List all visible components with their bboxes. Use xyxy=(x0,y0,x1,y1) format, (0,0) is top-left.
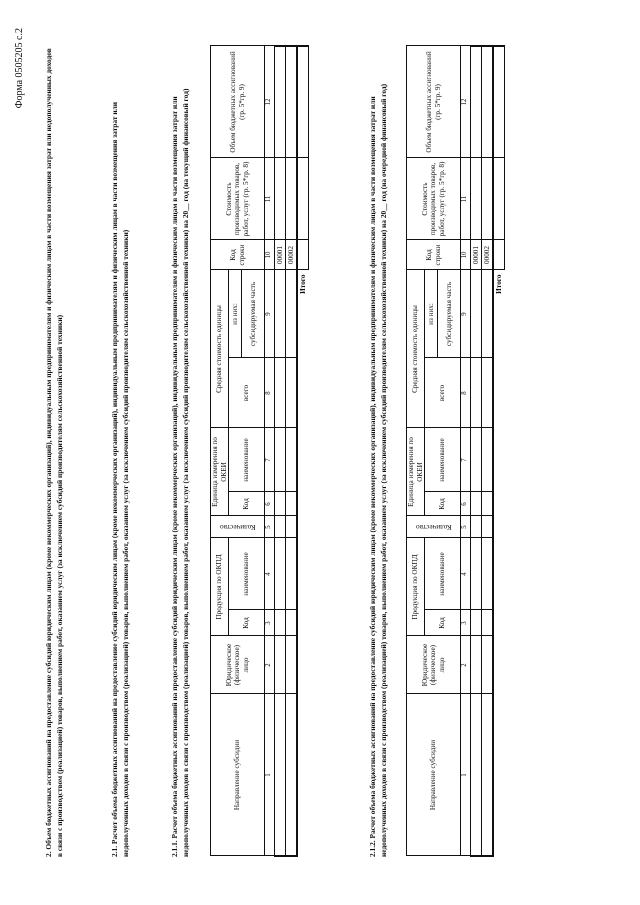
col-number: 4 xyxy=(265,538,275,610)
col-number: 7 xyxy=(265,428,275,492)
cell[interactable] xyxy=(286,428,298,492)
cell[interactable] xyxy=(286,158,298,240)
cell[interactable] xyxy=(482,158,494,240)
table-row xyxy=(471,46,482,856)
col-number: 11 xyxy=(265,158,275,240)
cell[interactable] xyxy=(275,694,286,856)
cell[interactable] xyxy=(471,428,482,492)
header-okpd-name: наименование xyxy=(425,538,461,610)
cell[interactable] xyxy=(471,516,482,538)
section-2-1-heading: 2.1. Расчет объема бюджетных ассигнований на предоставление субсидий юридическим лицам (кроме некоммерческих организаций), индивидуальным предпринимателям и физическим лицам в части возмещения затрат или недополученных доходов в связи с производством (реализацией) товаров, выполнением работ, оказанием услуг (за исключением субсидий производителям сельскохозяйственной техники) xyxy=(110,101,130,857)
total-budget-cell[interactable] xyxy=(297,46,309,158)
cell[interactable] xyxy=(471,538,482,610)
cell[interactable] xyxy=(275,270,286,358)
cell[interactable] xyxy=(275,516,286,538)
header-line-code: Код строки xyxy=(407,240,461,270)
cell[interactable] xyxy=(471,694,482,856)
header-quantity: Количество xyxy=(407,516,461,538)
header-of-which: из них: xyxy=(425,270,438,358)
header-avg-cost: Средняя стоимость единицы xyxy=(211,270,229,428)
header-legal-entity: Юридическое (физическое) лицо xyxy=(211,636,265,694)
total-label: Итого xyxy=(299,274,307,294)
header-avg-total: всего xyxy=(425,358,461,428)
cell[interactable] xyxy=(286,636,298,694)
header-direction: Направление субсидии xyxy=(407,694,461,856)
cell[interactable] xyxy=(286,610,298,636)
table-row xyxy=(275,46,286,856)
header-of-which: из них: xyxy=(229,270,242,358)
total-code-cell xyxy=(493,240,505,270)
header-cost-goods: Стоимость производимых товаров, работ, услуг (гр. 5*гр. 8) xyxy=(407,158,461,240)
cell[interactable] xyxy=(471,46,482,158)
cell[interactable] xyxy=(471,358,482,428)
cell[interactable] xyxy=(275,358,286,428)
row-code: 00001 xyxy=(471,240,482,270)
header-okei-code: Код xyxy=(425,492,461,516)
row-code: 00002 xyxy=(286,240,298,270)
col-number: 1 xyxy=(461,694,471,856)
col-number: 2 xyxy=(265,636,275,694)
cell[interactable] xyxy=(482,358,494,428)
col-number: 6 xyxy=(265,492,275,516)
cell[interactable] xyxy=(275,428,286,492)
header-unit-okei: Единица измерения по ОКЕИ xyxy=(407,428,425,516)
header-subsidized-part: субсидируемая часть xyxy=(438,270,461,358)
cell[interactable] xyxy=(286,270,298,358)
cell[interactable] xyxy=(482,428,494,492)
table-row xyxy=(482,46,494,856)
header-okei-name: наименование xyxy=(229,428,265,492)
col-number: 12 xyxy=(461,46,471,158)
header-okpd-name: наименование xyxy=(229,538,265,610)
table-row xyxy=(286,46,298,856)
calculation-table-current-year xyxy=(210,45,309,857)
header-product-okpd: Продукция по ОКПД xyxy=(211,538,229,636)
col-number: 2 xyxy=(461,636,471,694)
cell[interactable] xyxy=(286,492,298,516)
col-number: 7 xyxy=(461,428,471,492)
header-direction: Направление субсидии xyxy=(211,694,265,856)
col-number: 11 xyxy=(461,158,471,240)
header-product-okpd: Продукция по ОКПД xyxy=(407,538,425,636)
header-cost-goods: Стоимость производимых товаров, работ, услуг (гр. 5*гр. 8) xyxy=(211,158,265,240)
col-number: 1 xyxy=(265,694,275,856)
cell[interactable] xyxy=(471,158,482,240)
cell[interactable] xyxy=(482,270,494,358)
cell[interactable] xyxy=(286,46,298,158)
col-number: 3 xyxy=(265,610,275,636)
col-number: 8 xyxy=(461,358,471,428)
total-cost-cell[interactable] xyxy=(297,158,309,240)
cell[interactable] xyxy=(275,46,286,158)
total-code-cell xyxy=(297,240,309,270)
col-number: 3 xyxy=(461,610,471,636)
cell[interactable] xyxy=(286,516,298,538)
cell[interactable] xyxy=(482,492,494,516)
col-number: 12 xyxy=(265,46,275,158)
col-number: 6 xyxy=(461,492,471,516)
header-budget-volume: Объем бюджетных ассигнований (гр. 5*гр. 9) xyxy=(211,46,265,158)
cell[interactable] xyxy=(482,694,494,856)
cell[interactable] xyxy=(482,636,494,694)
col-number: 4 xyxy=(461,538,471,610)
header-avg-cost: Средняя стоимость единицы xyxy=(407,270,425,428)
cell[interactable] xyxy=(471,636,482,694)
header-okpd-code: Код xyxy=(229,610,265,636)
cell[interactable] xyxy=(482,538,494,610)
cell[interactable] xyxy=(286,694,298,856)
cell[interactable] xyxy=(471,492,482,516)
cell[interactable] xyxy=(482,46,494,158)
cell[interactable] xyxy=(482,516,494,538)
col-number: 5 xyxy=(265,516,275,538)
total-label: Итого xyxy=(495,274,503,294)
row-code: 00002 xyxy=(482,240,494,270)
cell[interactable] xyxy=(471,270,482,358)
col-number: 10 xyxy=(265,240,275,270)
header-legal-entity: Юридическое (физическое) лицо xyxy=(407,636,461,694)
cell[interactable] xyxy=(275,158,286,240)
calculation-table-next-year xyxy=(406,45,505,857)
form-number: Форма 0505205 с.2 xyxy=(14,28,25,109)
col-number: 8 xyxy=(265,358,275,428)
cell[interactable] xyxy=(471,610,482,636)
total-budget-cell[interactable] xyxy=(493,46,505,158)
header-budget-volume: Объем бюджетных ассигнований (гр. 5*гр. 9) xyxy=(407,46,461,158)
total-cost-cell[interactable] xyxy=(493,158,505,240)
col-number: 10 xyxy=(461,240,471,270)
header-quantity: Количество xyxy=(211,516,265,538)
cell[interactable] xyxy=(275,492,286,516)
header-okei-code: Код xyxy=(229,492,265,516)
col-number: 9 xyxy=(461,270,471,358)
col-number: 5 xyxy=(461,516,471,538)
header-okei-name: наименование xyxy=(425,428,461,492)
cell[interactable] xyxy=(275,636,286,694)
header-okpd-code: Код xyxy=(425,610,461,636)
cell[interactable] xyxy=(275,610,286,636)
header-line-code: Код строки xyxy=(211,240,265,270)
section-2-1-1-heading: 2.1.1. Расчет объема бюджетных ассигнований на предоставление субсидий юридическим лицам (кроме некоммерческих организаций), индивидуальным предпринимателям и физическим лицам в части возмещения затрат или недополученных доходов в связи с производством (реализацией) товаров, выполнением работ, оказанием услуг (за исключением субсидий производителям сельскохозяйственной техники) на 20__ год (на текущий финансовый год) xyxy=(170,88,190,857)
header-subsidized-part: субсидируемая часть xyxy=(242,270,265,358)
cell[interactable] xyxy=(275,538,286,610)
section-2-heading: 2. Объем бюджетных ассигнований на предоставление субсидий юридическим лицам (кроме некоммерческих организаций), индивидуальным предпринимателям и физическим лицам в части возмещения затрат или недополученных доходов в связи с производством (реализацией) товаров, выполнением работ, оказанием услуг (за исключением субсидий производителям сельскохозяйственной техники) xyxy=(44,48,64,857)
header-unit-okei: Единица измерения по ОКЕИ xyxy=(211,428,229,516)
header-avg-total: всего xyxy=(229,358,265,428)
cell[interactable] xyxy=(482,610,494,636)
col-number: 9 xyxy=(265,270,275,358)
cell[interactable] xyxy=(286,538,298,610)
row-code: 00001 xyxy=(275,240,286,270)
section-2-1-2-heading: 2.1.2. Расчет объема бюджетных ассигнований на предоставление субсидий юридическим лицам (кроме некоммерческих организаций), индивидуальным предпринимателям и физическим лицам в части возмещения затрат или недополученных доходов в связи с производством (реализацией) товаров, выполнением работ, оказанием услуг (за исключением субсидий производителям сельскохозяйственной техники) на 20__ год (на очередной финансовый год) xyxy=(368,83,388,857)
cell[interactable] xyxy=(286,358,298,428)
